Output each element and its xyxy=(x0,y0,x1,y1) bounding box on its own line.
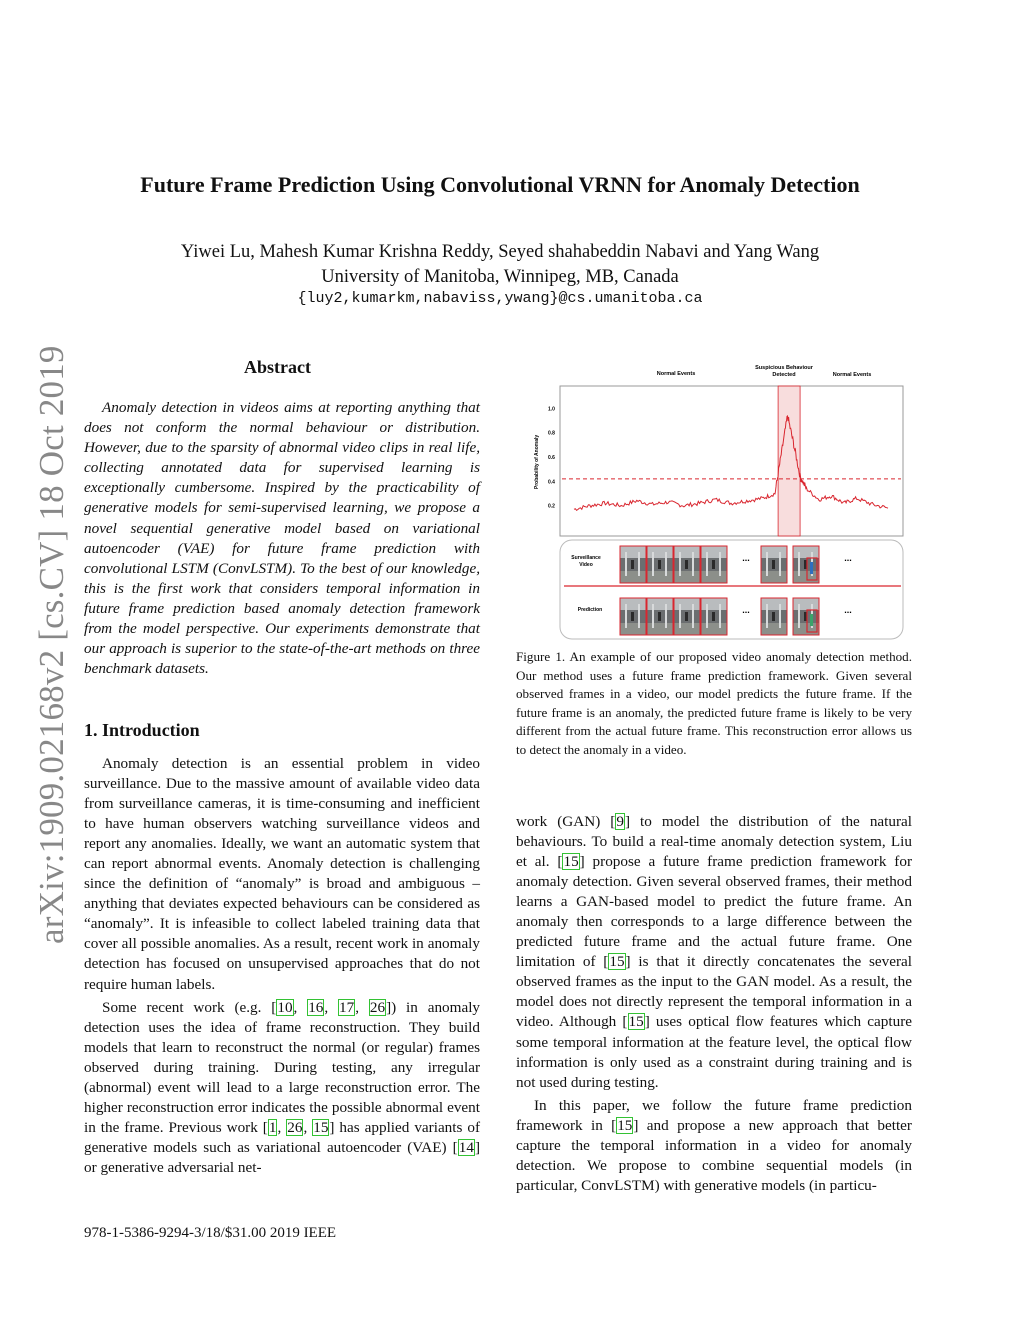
label-surveillance-line-1: Surveillance xyxy=(571,555,601,561)
copyright-footer: 978-1-5386-9294-3/18/$31.00 2019 IEEE xyxy=(84,1225,337,1241)
y-tick-label: 1.0 xyxy=(548,406,555,413)
citation-link[interactable]: 26 xyxy=(369,998,386,1016)
affiliation: University of Manitoba, Winnipeg, MB, Canada xyxy=(321,267,679,287)
section-heading-introduction: 1. Introduction xyxy=(84,720,200,740)
y-axis-label: Probability of Anomaly xyxy=(534,434,540,490)
intro-paragraph-4: In this paper, we follow the future frame prediction framework in [15] and propose a new approach that better capture the temporal information in a video for anomaly detection. We propose to combine sequential models (in particular, ConvLSTM) with generative models (in particu- xyxy=(516,1096,912,1194)
abstract-heading: Abstract xyxy=(244,357,311,377)
ellipsis-top-middle: ... xyxy=(742,553,750,563)
abstract-text: Anomaly detection in videos aims at reporting anything that does not conform the normal behaviour or distribution. However, due to the sparsity of abnormal video clips in real life, collecting annotated data for supervised learning is exceptionally cumbersome. Inspired by the practicability of generative models for semi-supervised learning, we propose a novel sequential generative model based on variational autoencoder (VAE) for future frame prediction with convolutional LSTM (ConvLSTM). To the best of our knowledge, this is the first work that considers temporal information in future frame prediction based anomaly detection framework from the model perspective. Our experiments demonstrate that our approach is superior to the state-of-the-art methods on three benchmark datasets. xyxy=(84,399,480,678)
citation-link[interactable]: 10 xyxy=(277,998,293,1016)
y-tick-label: 0.4 xyxy=(548,479,555,486)
prediction-frame xyxy=(647,598,673,635)
author-emails: {luy2,kumarkm,nabaviss,ywang}@cs.umanitoba.ca xyxy=(297,290,703,307)
surveillance-frame xyxy=(701,546,727,583)
citation-link[interactable]: 1 xyxy=(268,1118,277,1136)
intro-right-column xyxy=(516,812,912,1199)
citation-link[interactable]: 15 xyxy=(563,853,579,871)
plot-frame xyxy=(560,386,903,536)
citation-link[interactable]: 15 xyxy=(617,1116,633,1134)
y-tick-label: 0.2 xyxy=(548,503,555,510)
abstract-body xyxy=(84,398,480,679)
surveillance-frame xyxy=(620,546,646,583)
citation-link[interactable]: 15 xyxy=(628,1013,644,1031)
label-surveillance-line-2: Video xyxy=(579,562,593,568)
paper-title: Future Frame Prediction Using Convolutional VRNN for Anomaly Detection xyxy=(140,172,860,197)
citation-link[interactable]: 9 xyxy=(616,813,624,830)
prediction-frame xyxy=(793,598,819,635)
figure-1-caption: Figure 1. An example of our proposed video anomaly detection method. Our method uses a future frame prediction framework. Given several observed frames in a video, our model predicts the future frame. If the future frame is an anomaly, the predicted future frame is likely to be very different from the actual future frame. This reconstruction error allows us to detect the anomaly in a video. xyxy=(516,649,912,757)
intro-paragraph-3: work (GAN) [9] to model the distribution of the natural behaviours. To build a real-time anomaly detection system, Liu et al. [15] propose a future frame prediction framework for anomaly detection. Given several observed frames, their method learns a GAN-based model to predict the future frame. An anomaly then corresponds to a large difference between the predicted future frame and the actual future frame. One limitation of [15] is that it directly concatenates the several observed frames as the input to the GAN model. As a result, the model does not directly represent the temporal information in a video. Although [15] uses optical flow features which capture some temporal information at the feature level, the optical flow information is only used as a constraint during training and is not used during testing. xyxy=(516,813,912,1091)
prediction-frame xyxy=(674,598,700,635)
citation-link[interactable]: 15 xyxy=(313,1118,329,1136)
author-list: Yiwei Lu, Mahesh Kumar Krishna Reddy, Seyed shahabeddin Nabavi and Yang Wang xyxy=(180,242,820,262)
figure-1 xyxy=(516,360,912,642)
intro-left-column xyxy=(84,754,480,1181)
intro-paragraph-2: Some recent work (e.g. [10, 16, 17, 26]) in anomaly detection uses the idea of frame reconstruction. They build models that learn to reconstruct the normal (or regular) frames observed during training. During testing, any irregular (abnormal) event will lead to a large reconstruction error. The higher reconstruction error indicates the possible abnormal event in the frame. Previous work [1, 26, 15] has applied variants of generative models such as variational autoencoder (VAE) [14] or generative adversarial net- xyxy=(84,998,481,1176)
prediction-frame xyxy=(620,598,646,635)
citation-link[interactable]: 17 xyxy=(339,998,355,1016)
label-suspicious-line-2: Detected xyxy=(772,372,796,378)
prediction-frame xyxy=(761,598,787,635)
label-prediction: Prediction xyxy=(577,607,603,613)
surveillance-frame xyxy=(647,546,673,583)
ellipsis-top-right: ... xyxy=(844,553,852,563)
citation-link[interactable]: 16 xyxy=(308,998,324,1016)
citation-link[interactable]: 15 xyxy=(609,953,625,971)
author-block xyxy=(0,240,1000,290)
label-normal-events-right: Normal Events xyxy=(832,372,872,378)
label-suspicious-line-1: Suspicious Behaviour xyxy=(755,365,813,371)
citation-link[interactable]: 14 xyxy=(458,1138,474,1156)
intro-paragraph-1: Anomaly detection is an essential problem in video surveillance. Due to the massive amount of available video data from surveillance cameras, it is time-consuming and inefficient to have human observers watching surveillance videos and report any anomalies. Ideally, we want an automatic system that can report abnormal events. Anomaly detection is challenging since the definition of “anomaly” is broad and ambiguous – anything that deviates expected behaviours can be considered as “anomaly”. It is infeasible to collect labeled training data that cover all possible anomalies. As a result, recent work in anomaly detection has focused on unsupervised approaches that do not require human labels. xyxy=(84,755,480,993)
prediction-frame xyxy=(701,598,727,635)
label-normal-events-left: Normal Events xyxy=(656,371,696,377)
y-tick-label: 0.6 xyxy=(548,454,555,461)
surveillance-frame xyxy=(674,546,700,583)
surveillance-frame xyxy=(761,546,787,583)
citation-link[interactable]: 26 xyxy=(287,1118,303,1136)
ellipsis-bottom-middle: ... xyxy=(742,605,750,615)
y-tick-label: 0.8 xyxy=(548,430,555,437)
surveillance-frame xyxy=(793,546,819,583)
ellipsis-bottom-right: ... xyxy=(844,605,852,615)
